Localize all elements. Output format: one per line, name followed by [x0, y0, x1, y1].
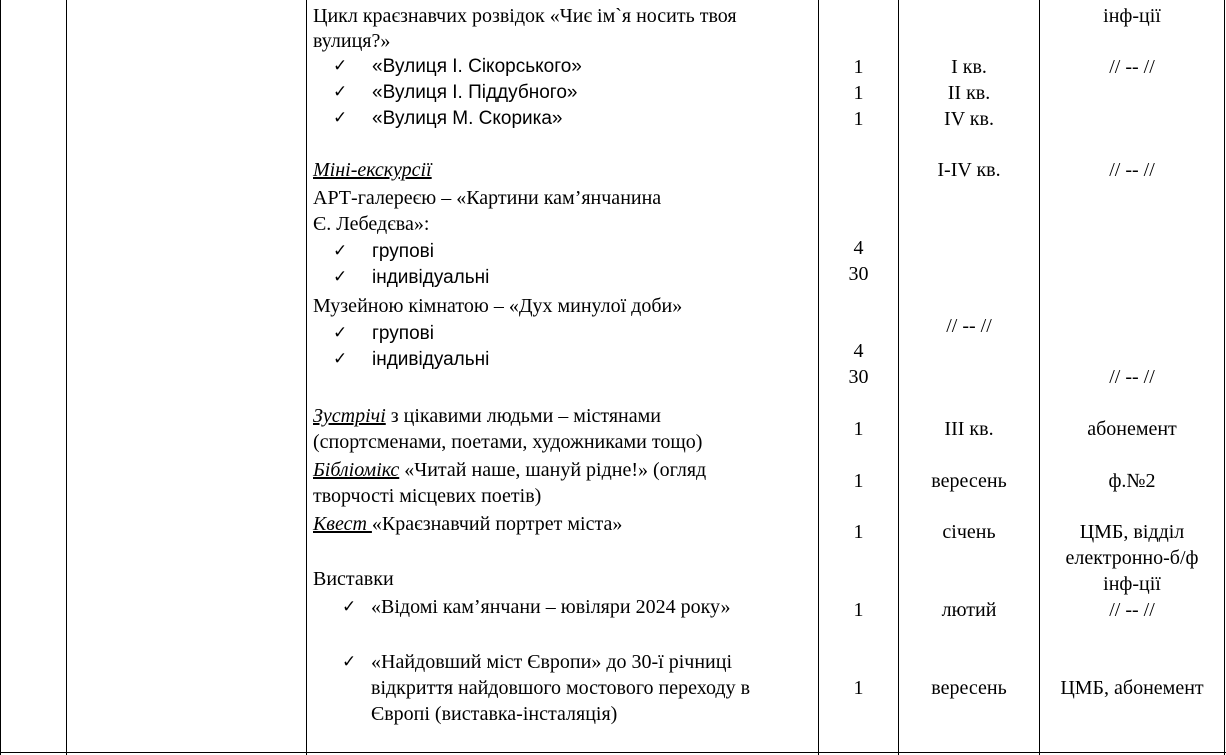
check-icon: ✓ — [342, 652, 357, 672]
mini-title: Міні-екскурсії — [313, 159, 432, 181]
street-item-3: «Вулиця М. Скорика» — [372, 108, 563, 129]
ditto-3: // -- // — [1109, 366, 1155, 388]
quest-term: січень — [942, 521, 996, 543]
quest-line — [313, 511, 622, 537]
col-divider-2 — [306, 0, 307, 755]
check-icon: ✓ — [333, 82, 348, 102]
col-divider-1 — [66, 0, 67, 755]
museum-term: // -- // — [946, 315, 992, 337]
exhib2-term: вересень — [931, 677, 1007, 699]
art-line-2: Є. Лебедєва»: — [313, 213, 430, 235]
check-icon: ✓ — [333, 349, 348, 369]
meet-term: ІІІ кв. — [944, 418, 994, 440]
mix-term: вересень — [931, 470, 1007, 492]
ditto-2: // -- // — [1109, 159, 1155, 181]
check-icon: ✓ — [333, 241, 348, 261]
art-group-count: 4 — [853, 237, 864, 259]
exhib1-term: лютий — [941, 599, 997, 621]
exhib1-place: // -- // — [1109, 599, 1155, 621]
street-item-1: «Вулиця І. Сікорського» — [372, 56, 582, 77]
mix-title: Бібліомікс — [313, 459, 400, 481]
mix-place: ф.№2 — [1108, 470, 1156, 492]
art-indiv-count: 30 — [848, 263, 869, 285]
street-count-2: 1 — [853, 82, 864, 104]
exhib-2-line-3: Європі (виставка-інсталяція) — [371, 703, 618, 725]
mix-line-2: творчості місцевих поетів) — [313, 485, 542, 507]
street-item-2: «Вулиця І. Піддубного» — [372, 82, 578, 103]
museum-line: Музейною кімнатою – «Дух минулої доби» — [313, 295, 683, 317]
exhib-1: «Відомі кам’янчани – ювіляри 2024 року» — [371, 596, 731, 618]
exhib-title: Виставки — [313, 568, 394, 590]
exhib1-count: 1 — [853, 599, 864, 621]
mix-rest-1: «Читай наше, шануй рідне!» (огляд — [399, 459, 707, 481]
art-line-1: АРТ-галереєю – «Картини кам’янчанина — [313, 187, 662, 209]
museum-indiv-count: 30 — [848, 366, 869, 388]
mini-term: І-ІV кв. — [937, 159, 1001, 181]
exhib2-count: 1 — [853, 677, 864, 699]
exhib2-place: ЦМБ, абонемент — [1060, 677, 1204, 699]
mix-count: 1 — [853, 470, 864, 492]
check-icon: ✓ — [342, 597, 357, 617]
ditto-1: // -- // — [1109, 56, 1155, 78]
mix-line-1 — [313, 457, 706, 483]
exhib-2-line-2: відкриття найдовшого мостового переходу в — [371, 677, 751, 699]
street-count-3: 1 — [853, 108, 864, 130]
check-icon: ✓ — [333, 108, 348, 128]
quest-place-2: електронно-б/ф — [1065, 547, 1199, 569]
meet-line-1 — [313, 403, 661, 429]
quest-title: Квест — [313, 513, 372, 535]
border-right — [1224, 0, 1225, 755]
border-bottom — [0, 752, 1226, 753]
border-left — [0, 0, 1, 755]
check-icon: ✓ — [333, 267, 348, 287]
museum-group: групові — [372, 323, 434, 344]
check-icon: ✓ — [333, 323, 348, 343]
meet-place: абонемент — [1087, 418, 1177, 440]
street-term-2: ІІ кв. — [947, 82, 991, 104]
exhib-2-line-1: «Найдовший міст Європи» до 30-ї річниці — [371, 651, 733, 673]
street-count-1: 1 — [853, 56, 864, 78]
top-info: інф-ції — [1103, 5, 1161, 27]
museum-indiv: індивідуальні — [372, 349, 490, 370]
cycle-title-line-2: вулиця?» — [313, 30, 391, 52]
art-group: групові — [372, 241, 434, 262]
meet-rest-1: з цікавими людьми – містянами — [385, 405, 661, 427]
street-term-3: ІV кв. — [944, 108, 994, 130]
art-indiv: індивідуальні — [372, 267, 490, 288]
cycle-title-line-1: Цикл краєзнавчих розвідок «Чиє ім`я носить твоя — [313, 5, 737, 27]
quest-place-1: ЦМБ, відділ — [1079, 521, 1185, 543]
museum-group-count: 4 — [853, 340, 864, 362]
quest-count: 1 — [853, 521, 864, 543]
meet-title: Зустрічі — [313, 405, 386, 427]
meet-count: 1 — [853, 418, 864, 440]
quest-rest: «Краєзнавчий портрет міста» — [371, 513, 623, 535]
meet-line-2: (спортсменами, поетами, художниками тощо) — [313, 431, 703, 453]
street-term-1: І кв. — [951, 56, 987, 78]
check-icon: ✓ — [333, 56, 348, 76]
quest-place-3: інф-ції — [1103, 573, 1161, 595]
